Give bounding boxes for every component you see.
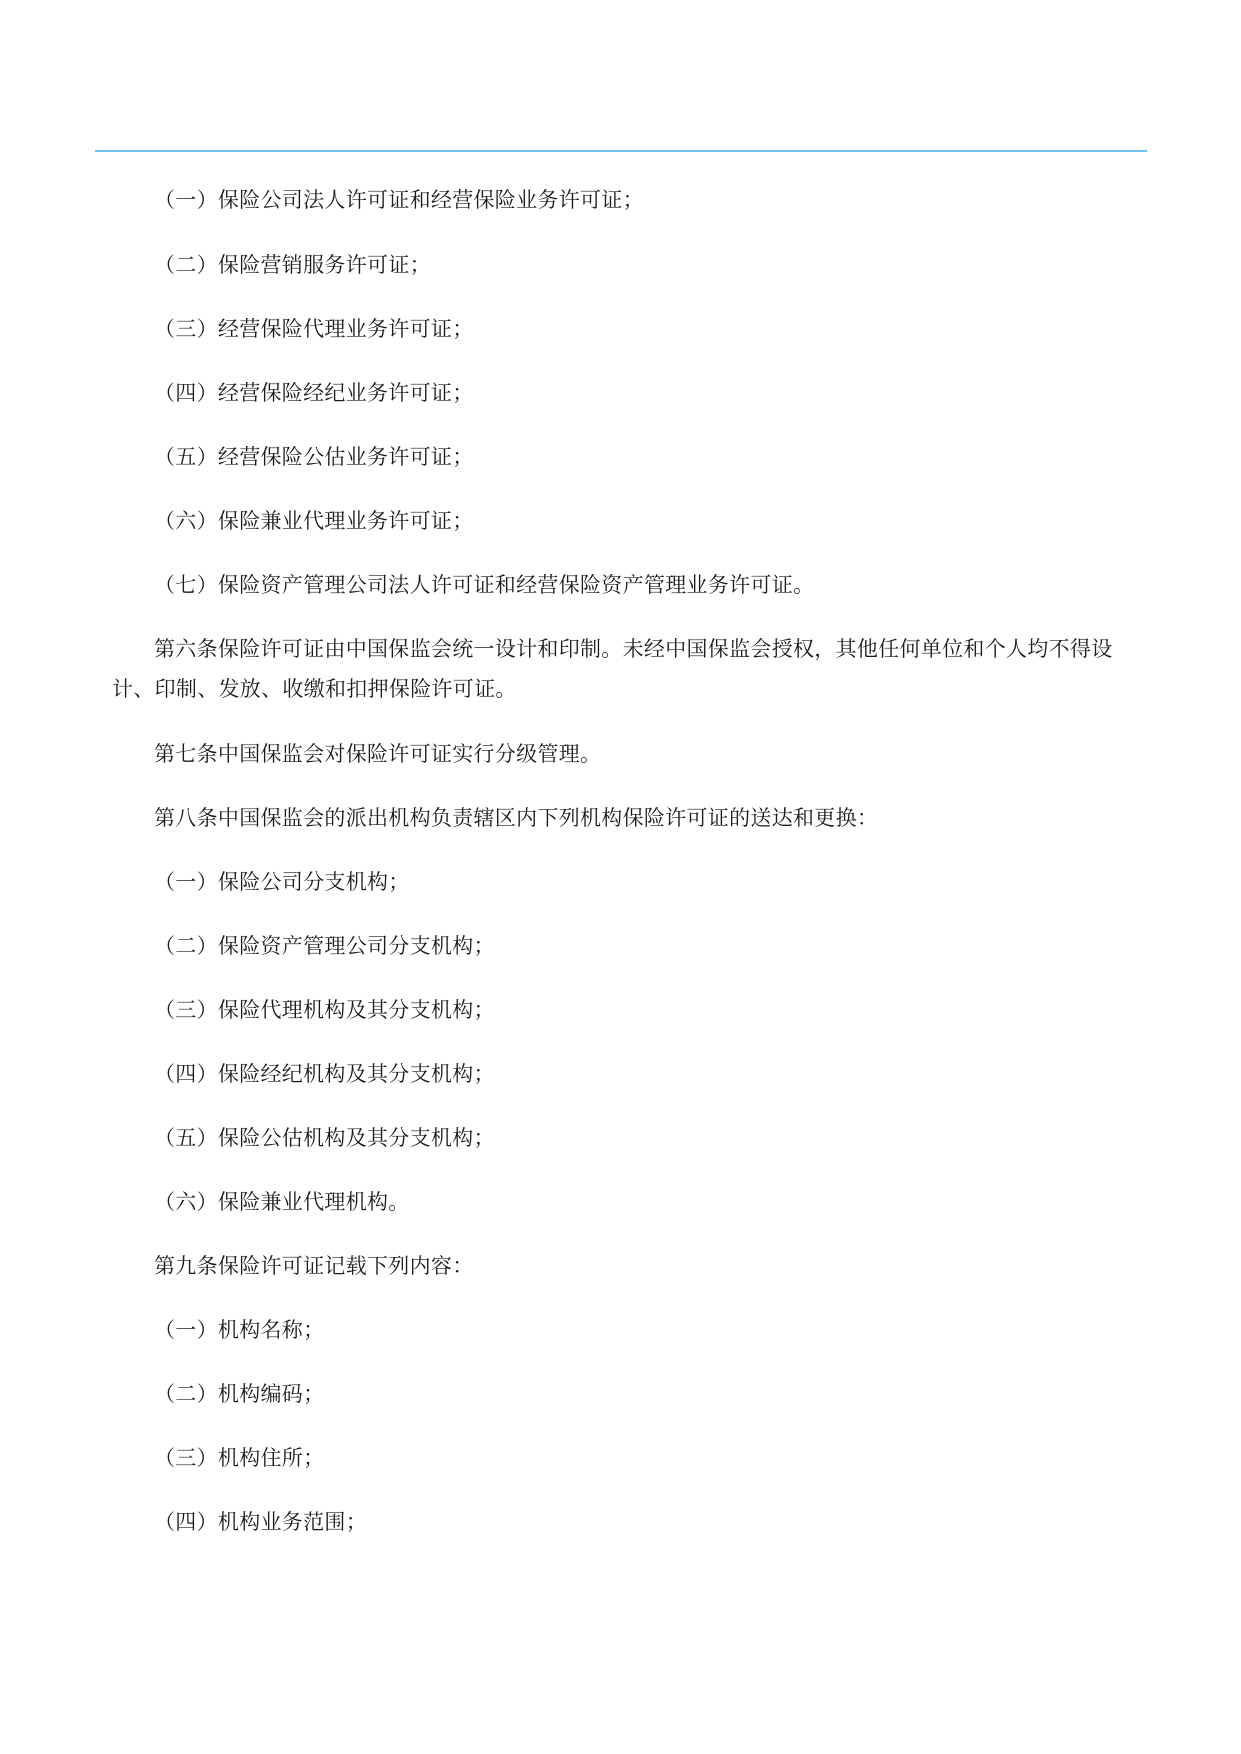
list-item: （三）保险代理机构及其分支机构； bbox=[154, 998, 495, 1022]
list-item: （二）机构编码； bbox=[154, 1382, 325, 1406]
article-paragraph: 第九条保险许可证记载下列内容： bbox=[154, 1254, 474, 1278]
article-paragraph: 第七条中国保监会对保险许可证实行分级管理。 bbox=[154, 742, 602, 766]
list-item: （三）经营保险代理业务许可证； bbox=[154, 317, 474, 341]
list-item: （二）保险营销服务许可证； bbox=[154, 253, 431, 277]
article-paragraph: 第六条保险许可证由中国保监会统一设计和印制。未经中国保监会授权，其他任何单位和个人均不得设计、印制、发放、收缴和扣押保险许可证。 bbox=[112, 637, 1113, 701]
list-item: （一）机构名称； bbox=[154, 1318, 325, 1342]
header-divider bbox=[95, 150, 1147, 152]
list-item: （五）经营保险公估业务许可证； bbox=[154, 445, 474, 469]
article-paragraph: 第八条中国保监会的派出机构负责辖区内下列机构保险许可证的送达和更换： bbox=[154, 806, 879, 830]
list-item: （一）保险公司分支机构； bbox=[154, 870, 410, 894]
list-item: （五）保险公估机构及其分支机构； bbox=[154, 1126, 495, 1150]
list-item: （二）保险资产管理公司分支机构； bbox=[154, 934, 495, 958]
list-item: （七）保险资产管理公司法人许可证和经营保险资产管理业务许可证。 bbox=[154, 573, 815, 597]
list-item: （六）保险兼业代理机构。 bbox=[154, 1190, 410, 1214]
list-item: （一）保险公司法人许可证和经营保险业务许可证； bbox=[154, 188, 644, 212]
list-item: （四）机构业务范围； bbox=[154, 1510, 367, 1534]
list-item: （六）保险兼业代理业务许可证； bbox=[154, 509, 474, 533]
list-item: （三）机构住所； bbox=[154, 1446, 325, 1470]
list-item: （四）保险经纪机构及其分支机构； bbox=[154, 1062, 495, 1086]
list-item: （四）经营保险经纪业务许可证； bbox=[154, 381, 474, 405]
